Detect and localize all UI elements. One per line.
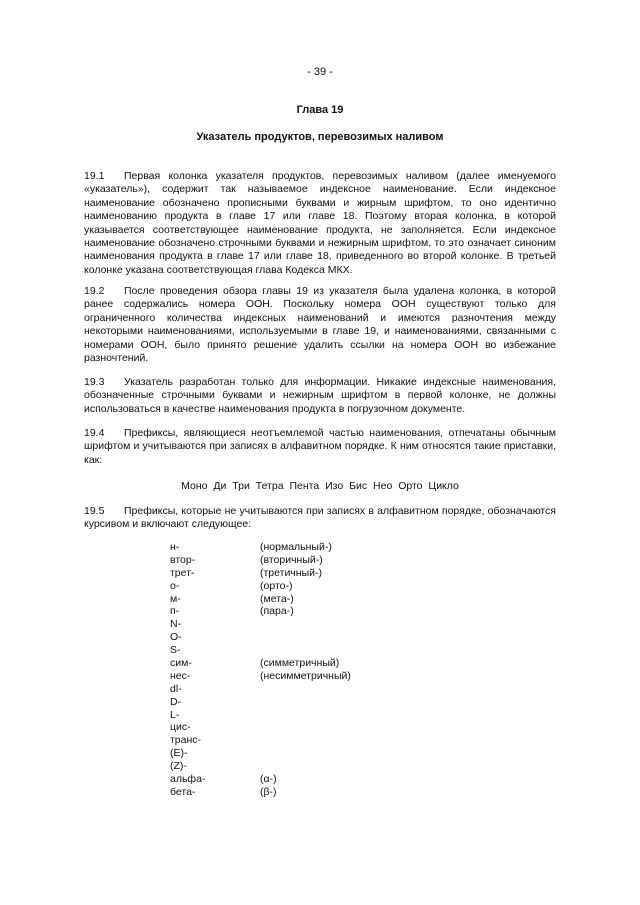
prefix-row: [170, 786, 351, 799]
prefix-term: N-: [170, 618, 182, 631]
prefix-row: [170, 554, 351, 567]
paragraph-19-5: [84, 505, 556, 532]
prefix-row: [170, 773, 351, 786]
prefix-row: [170, 683, 351, 696]
paragraph-text: Префиксы, являющиеся неотъемлемой частью наименования, отпечатаны обычным шрифтом и учитываются при записях в алфавитном порядке. К ним относятся такие приставки, как:: [84, 427, 556, 466]
prefix-row: [170, 631, 351, 644]
prefix-meaning: (симметричный): [260, 657, 340, 670]
prefix-term: п-: [170, 605, 180, 618]
paragraph-text: Первая колонка указателя продуктов, перевозимых наливом (далее именуемого «указатель»), содержит так называемое индексное наименование. Если индексное наименование обозначено прописными буквами и жирным шрифтом, то оно идентично наименованию продукта в главе 17 или главе 18. Поэтому вторая колонка, в которой указывается соответствующее наименование продукта, не заполняется. Если индексное наименование обозначено строчными буквами и нежирным шрифтом, то это означает синоним наименования продукта в главе 17 или главе 18, приведенного во второй колонке. В третьей колонке указана соответствующая глава Кодекса МКХ.: [84, 170, 556, 276]
prefix-term: альфа-: [170, 773, 206, 786]
prefix-row: [170, 541, 351, 554]
prefix-term: нес-: [170, 669, 191, 682]
paragraph-text: Указатель разработан только для информации. Никакие индексные наименования, обозначенные строчными буквами и нежирным шрифтом в первой колонке, не должны использоваться в качестве наименования продукта в погрузочном документе.: [84, 376, 556, 415]
prefix-term: (E)-: [170, 747, 188, 760]
paragraph-text: После проведения обзора главы 19 из указателя была удалена колонка, в которой ранее содержались номера ООН. Поскольку номера ООН существуют только для ограниченного количества индексных наименований и имеются разночтения между некоторыми наименованиями, используемыми в главе 19, и наименованиями, связанными с номерами ООН, было принято решение удалить ссылки на номера ООН во избежание разночтений.: [84, 285, 556, 365]
prefix-meaning: (третичный-): [260, 566, 322, 579]
prefix-row: [170, 747, 351, 760]
page-number: - 39 -: [307, 66, 333, 78]
prefix-row: [170, 605, 351, 618]
ignored-prefixes-list: [170, 541, 351, 799]
prefix-row: [170, 580, 351, 593]
paragraph-number: 19.4: [84, 427, 105, 439]
prefix-row: [170, 593, 351, 606]
prefix-meaning: (орто-): [260, 579, 293, 592]
prefix-row: [170, 696, 351, 709]
paragraph-text: Префиксы, которые не учитываются при записях в алфавитном порядке, обозначаются курсивом и включают следующее:: [84, 505, 556, 531]
prefix-term: (Z)-: [170, 760, 187, 773]
prefix-term: сим-: [170, 657, 192, 670]
prefix-row: [170, 644, 351, 657]
prefix-meaning: (нормальный-): [260, 541, 332, 553]
paragraph-19-4: [84, 427, 556, 467]
paragraph-number: 19.5: [84, 505, 105, 517]
prefix-term: н-: [170, 541, 180, 553]
prefix-term: бета-: [170, 785, 196, 798]
prefix-term: L-: [170, 708, 180, 721]
prefix-term: о-: [170, 579, 180, 592]
prefix-row: [170, 721, 351, 734]
prefix-row: [170, 618, 351, 631]
chapter-heading: Глава 19: [296, 104, 344, 116]
prefix-term: O-: [170, 631, 182, 644]
prefix-term: цис-: [170, 721, 191, 734]
prefix-term: втор-: [170, 553, 196, 566]
prefix-meaning: (пара-): [260, 605, 294, 618]
prefix-term: транс-: [170, 734, 202, 747]
prefix-row: [170, 734, 351, 747]
prefix-meaning: (α-): [260, 773, 277, 786]
prefix-term: D-: [170, 695, 182, 708]
integral-prefixes-line: Моно Ди Три Тетра Пента Изо Бис Нео Орто Цикло: [181, 480, 459, 492]
prefix-row: [170, 709, 351, 722]
prefix-term: трет-: [170, 566, 195, 579]
paragraph-number: 19.1: [84, 170, 105, 182]
prefix-meaning: (вторичный-): [260, 553, 323, 566]
prefix-meaning: (β-): [260, 785, 277, 798]
paragraph-19-1: [84, 170, 556, 277]
paragraph-number: 19.2: [84, 285, 105, 297]
chapter-title: Указатель продуктов, перевозимых наливом: [196, 131, 444, 143]
prefix-row: [170, 760, 351, 773]
paragraph-19-3: [84, 376, 556, 416]
paragraph-19-2: [84, 285, 556, 365]
prefix-term: м-: [170, 592, 181, 605]
prefix-row: [170, 657, 351, 670]
prefix-meaning: (мета-): [260, 592, 294, 605]
prefix-term: dl-: [170, 682, 182, 695]
paragraph-number: 19.3: [84, 376, 105, 388]
prefix-term: S-: [170, 644, 181, 657]
prefix-row: [170, 670, 351, 683]
prefix-row: [170, 567, 351, 580]
prefix-meaning: (несимметричный): [260, 669, 351, 682]
